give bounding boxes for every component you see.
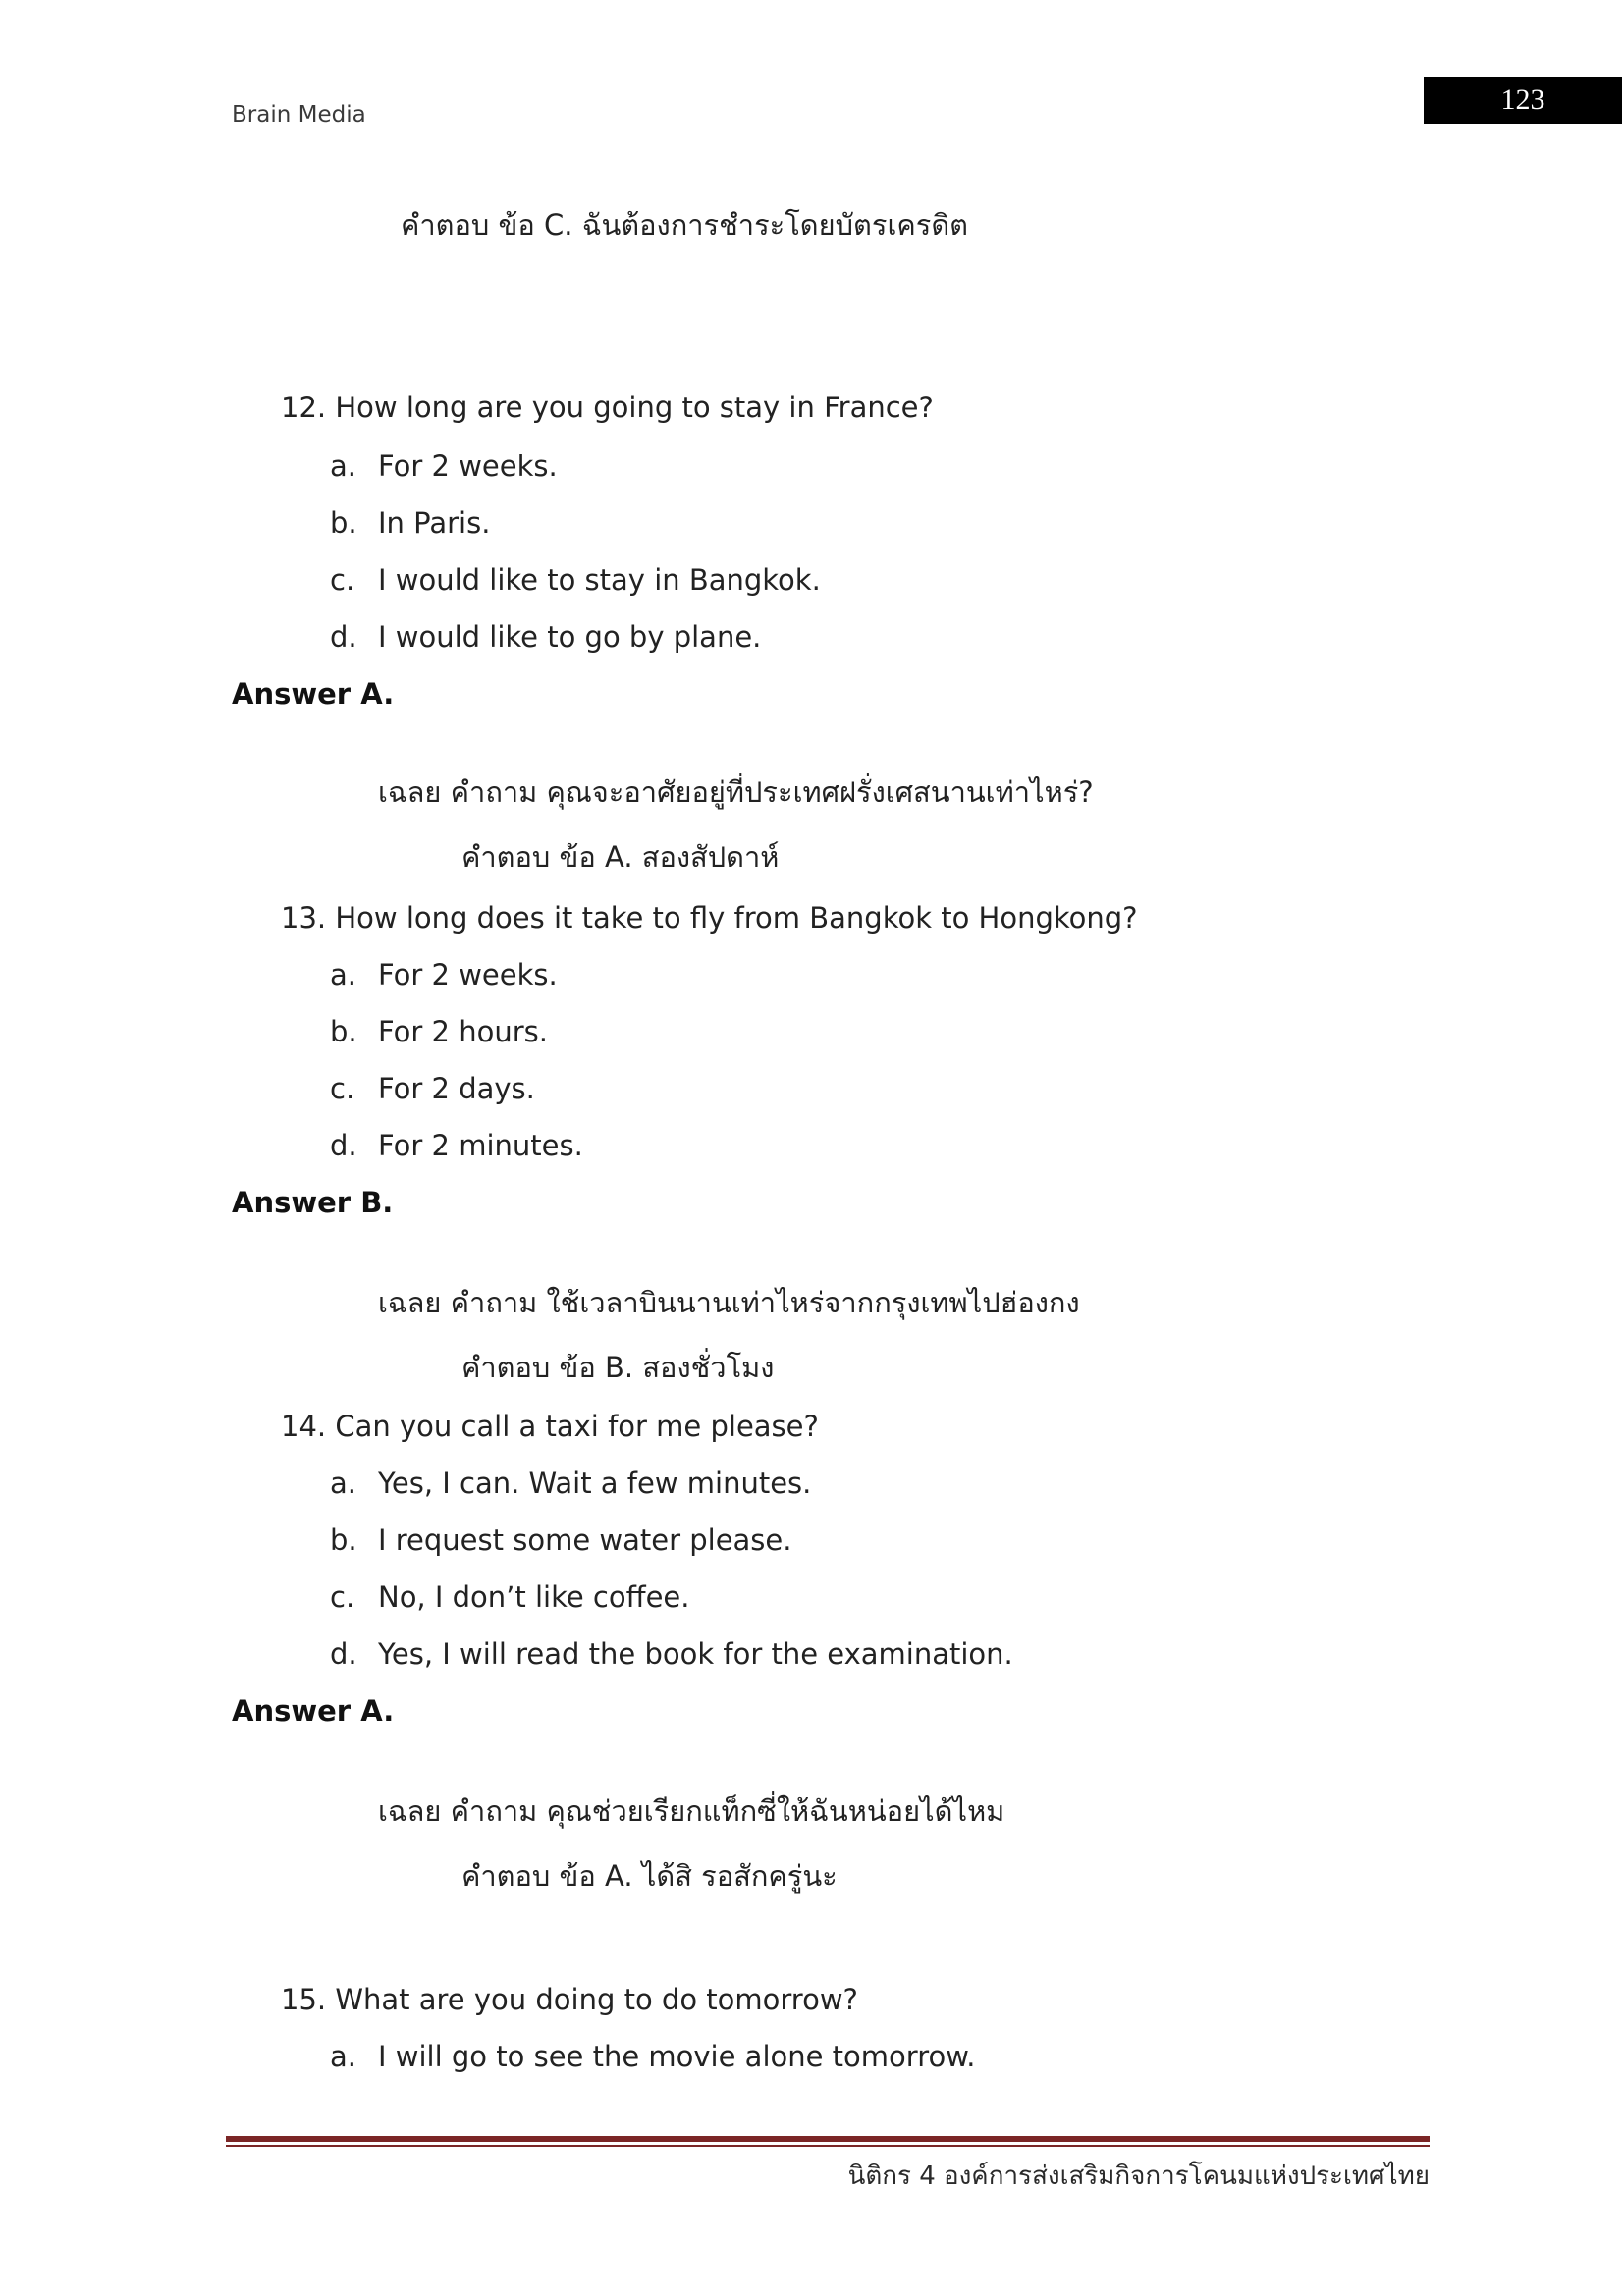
q14-option-a-text: Yes, I can. Wait a few minutes. — [378, 1467, 812, 1500]
footer-text: นิติกร 4 องค์การส่งเสริมกิจการโคนมแห่งประเทศไทย — [847, 2162, 1430, 2191]
q14-option-b-text: I request some water please. — [378, 1523, 792, 1557]
q14-option-d-letter: d. — [330, 1637, 357, 1671]
q14-option-c-letter: c. — [330, 1580, 355, 1614]
q12-option-b-letter: b. — [330, 507, 357, 540]
q13-option-b-text: For 2 hours. — [378, 1015, 548, 1048]
question-14: 14. Can you call a taxi for me please? — [281, 1410, 819, 1443]
q13-option-d-letter: d. — [330, 1129, 357, 1162]
q12-explain-question: เฉลย คำถาม คุณจะอาศัยอยู่ที่ประเทศฝรั่งเศสนานเท่าไหร่? — [378, 775, 1094, 809]
q12-option-c-letter: c. — [330, 563, 355, 597]
top-answer-line: คำตอบ ข้อ C. ฉันต้องการชำระโดยบัตรเครดิต — [401, 208, 969, 241]
q12-option-b-text: In Paris. — [378, 507, 491, 540]
q15-option-a-text: I will go to see the movie alone tomorrow. — [378, 2040, 976, 2073]
q14-option-c-text: No, I don’t like coffee. — [378, 1580, 690, 1614]
q14-explain-answer: คำตอบ ข้อ A. ได้สิ รอสักครู่นะ — [461, 1859, 838, 1893]
q15-option-a-letter: a. — [330, 2040, 356, 2073]
q12-answer: Answer A. — [232, 677, 395, 711]
q14-explain-question: เฉลย คำถาม คุณช่วยเรียกแท็กซี่ให้ฉันหน่อยได้ไหม — [378, 1794, 1005, 1828]
q14-option-d-text: Yes, I will read the book for the examination. — [378, 1637, 1013, 1671]
q14-option-a-letter: a. — [330, 1467, 356, 1500]
q13-option-b-letter: b. — [330, 1015, 357, 1048]
question-13: 13. How long does it take to fly from Bangkok to Hongkong? — [281, 901, 1138, 934]
q13-option-c-text: For 2 days. — [378, 1072, 535, 1105]
q13-option-d-text: For 2 minutes. — [378, 1129, 583, 1162]
footer-rule-thick — [226, 2136, 1430, 2142]
page-number: 123 — [1500, 83, 1545, 116]
q12-option-c-text: I would like to stay in Bangkok. — [378, 563, 821, 597]
publisher-label: Brain Media — [232, 102, 366, 128]
q12-option-d-letter: d. — [330, 620, 357, 654]
footer-rule-thin — [226, 2145, 1430, 2147]
q13-answer: Answer B. — [232, 1186, 394, 1219]
question-12: 12. How long are you going to stay in France? — [281, 391, 934, 424]
q13-option-a-letter: a. — [330, 958, 356, 991]
q14-option-b-letter: b. — [330, 1523, 357, 1557]
q13-explain-answer: คำตอบ ข้อ B. สองชั่วโมง — [461, 1351, 775, 1384]
q12-explain-answer: คำตอบ ข้อ A. สองสัปดาห์ — [461, 840, 780, 874]
q12-option-d-text: I would like to go by plane. — [378, 620, 762, 654]
q13-option-a-text: For 2 weeks. — [378, 958, 558, 991]
q12-option-a-text: For 2 weeks. — [378, 450, 558, 483]
page-number-box — [1424, 77, 1622, 124]
q12-option-a-letter: a. — [330, 450, 356, 483]
question-15: 15. What are you doing to do tomorrow? — [281, 1983, 858, 2016]
q13-explain-question: เฉลย คำถาม ใช้เวลาบินนานเท่าไหร่จากกรุงเทพไปฮ่องกง — [378, 1286, 1080, 1319]
q13-option-c-letter: c. — [330, 1072, 355, 1105]
q14-answer: Answer A. — [232, 1694, 395, 1728]
